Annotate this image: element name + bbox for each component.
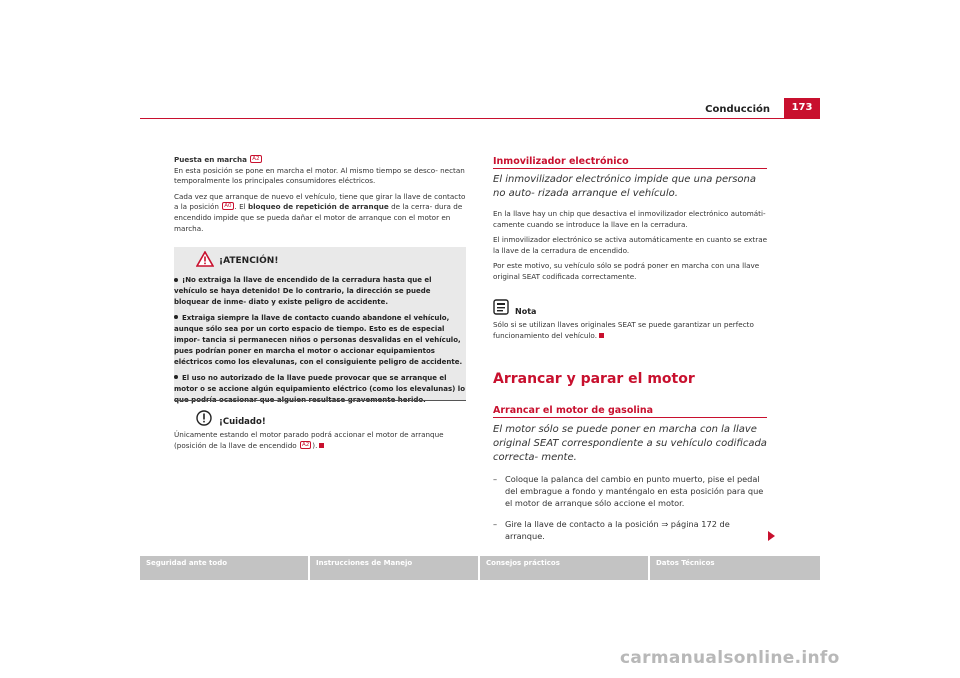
- warning-item-text: Extraiga siempre la llave de contacto cuando abandone el vehículo, aunque sólo sea por un corto espacio de tiempo. Esto es de especial impor- tancia si permanecen niños o personas desvalidas en el vehículo, pues podrían poner en marcha el motor o accionar equipamientos eléctricos como los elevalunas, con el consiguiente peligro de accidente.: [174, 313, 463, 367]
- warning-triangle-icon: [196, 251, 214, 267]
- end-mark-icon: [319, 443, 324, 448]
- position-paragraph: [174, 155, 466, 187]
- immobilizer-body: [493, 209, 769, 288]
- warning-item: [174, 373, 466, 407]
- gasoline-rule: [493, 417, 767, 418]
- step-item: [493, 473, 769, 510]
- immobilizer-p3: Por este motivo, su vehículo sólo se podrá poner en marcha con una llave original SEAT codificada correctamente.: [493, 261, 760, 281]
- note-title: Nota: [515, 307, 537, 316]
- warning-title: ¡ATENCIÓN!: [219, 256, 279, 266]
- step-dash: –: [493, 519, 498, 529]
- restart-text-c: de la cerra- dura de encendido impide que se pueda dañar el motor de arranque con el motor en marcha.: [174, 202, 463, 233]
- immobilizer-rule: [493, 168, 767, 169]
- header-rule: [140, 118, 820, 119]
- caution-text: [174, 430, 466, 451]
- warning-item-text: ¡No extraiga la llave de encendido de la cerradura hasta que el vehículo se haya detenido! De lo contrario, la dirección se puede bloquear de inme- diato y existe peligro de accidente.: [174, 276, 432, 307]
- restart-badge: A0: [224, 203, 232, 210]
- gasoline-heading: Arrancar el motor de gasolina: [493, 405, 654, 416]
- caution-title: ¡Cuidado!: [219, 417, 266, 427]
- caution-icon: [196, 410, 212, 426]
- position-heading: Puesta en marcha: [174, 155, 247, 164]
- page-number: 173: [784, 98, 820, 118]
- next-page-arrow-icon[interactable]: [768, 531, 775, 541]
- position-badge: A2: [252, 156, 260, 162]
- warning-item: [174, 313, 466, 369]
- chapter-title: Conducción: [705, 104, 770, 115]
- restart-paragraph: [174, 192, 466, 234]
- caution-badge: A2: [302, 441, 310, 448]
- warning-divider: [174, 400, 466, 401]
- note-icon: [493, 299, 509, 315]
- watermark: carmanualsonline.info: [620, 648, 840, 668]
- restart-text-a: Cada vez que arranque de nuevo el vehículo, tiene que girar la llave de contacto a la posición: [174, 191, 466, 212]
- step-text: Gire la llave de contacto a la posición ⇒ página 172 de arranque.: [505, 519, 730, 542]
- left-intro: [174, 155, 466, 239]
- bullet-icon: [174, 315, 178, 319]
- immobilizer-heading: Inmovilizador electrónico: [493, 156, 629, 167]
- immobilizer-p1: En la llave hay un chip que desactiva el inmovilizador electrónico automáti- camente cuando se introduce la llave en la cerradura.: [493, 209, 766, 229]
- end-mark-icon: [599, 333, 604, 338]
- bullet-icon: [174, 278, 178, 282]
- start-stop-heading: Arrancar y parar el motor: [493, 371, 695, 387]
- caution-text-a: Únicamente estando el motor parado podrá accionar el motor de arranque (posición de la llave de encendido: [174, 430, 444, 450]
- gasoline-intro: El motor sólo se puede poner en marcha con la llave original SEAT correspondiente a su vehículo codificada correcta- mente.: [493, 424, 767, 463]
- note-text-content: Sólo si se utilizan llaves originales SEAT se puede garantizar un perfecto funcionamiento del vehículo.: [493, 320, 754, 340]
- bullet-icon: [174, 375, 178, 379]
- position-text: En esta posición se pone en marcha el motor. Al mismo tiempo se desco- nectan temporalmente los principales consumidores eléctricos.: [174, 165, 465, 186]
- warning-item-text: El uso no autorizado de la llave puede provocar que se arranque el motor o se accione algún equipamiento eléctrico (como los elevalunas) lo: [174, 373, 466, 393]
- footer-tab-seguridad[interactable]: Seguridad ante todo: [140, 556, 308, 580]
- step-text: Coloque la palanca del cambio en punto muerto, pise el pedal del embrague a fondo y manténgalo en esta posición para que el motor de arranque sólo accione el motor.: [505, 474, 764, 509]
- step-item: [493, 518, 769, 542]
- step-dash: –: [493, 474, 498, 484]
- warning-body: [174, 275, 466, 410]
- note-text: [493, 320, 769, 341]
- restart-text-b: . El: [234, 202, 246, 212]
- immobilizer-p2: El inmovilizador electrónico se activa automáticamente en cuanto se extrae la llave de la cerradura de encendido.: [493, 235, 768, 255]
- caution-text-b: ).: [312, 440, 318, 450]
- footer-tab-datos[interactable]: Datos Técnicos: [650, 556, 820, 580]
- restart-bold: bloqueo de repetición de arranque: [247, 202, 389, 212]
- warning-item: [174, 275, 466, 309]
- footer-tab-instrucciones[interactable]: Instrucciones de Manejo: [310, 556, 478, 580]
- footer-tab-consejos[interactable]: Consejos prácticos: [480, 556, 648, 580]
- immobilizer-intro: El inmovilizador electrónico impide que una persona no auto- rizada arranque el vehículo.: [493, 174, 757, 199]
